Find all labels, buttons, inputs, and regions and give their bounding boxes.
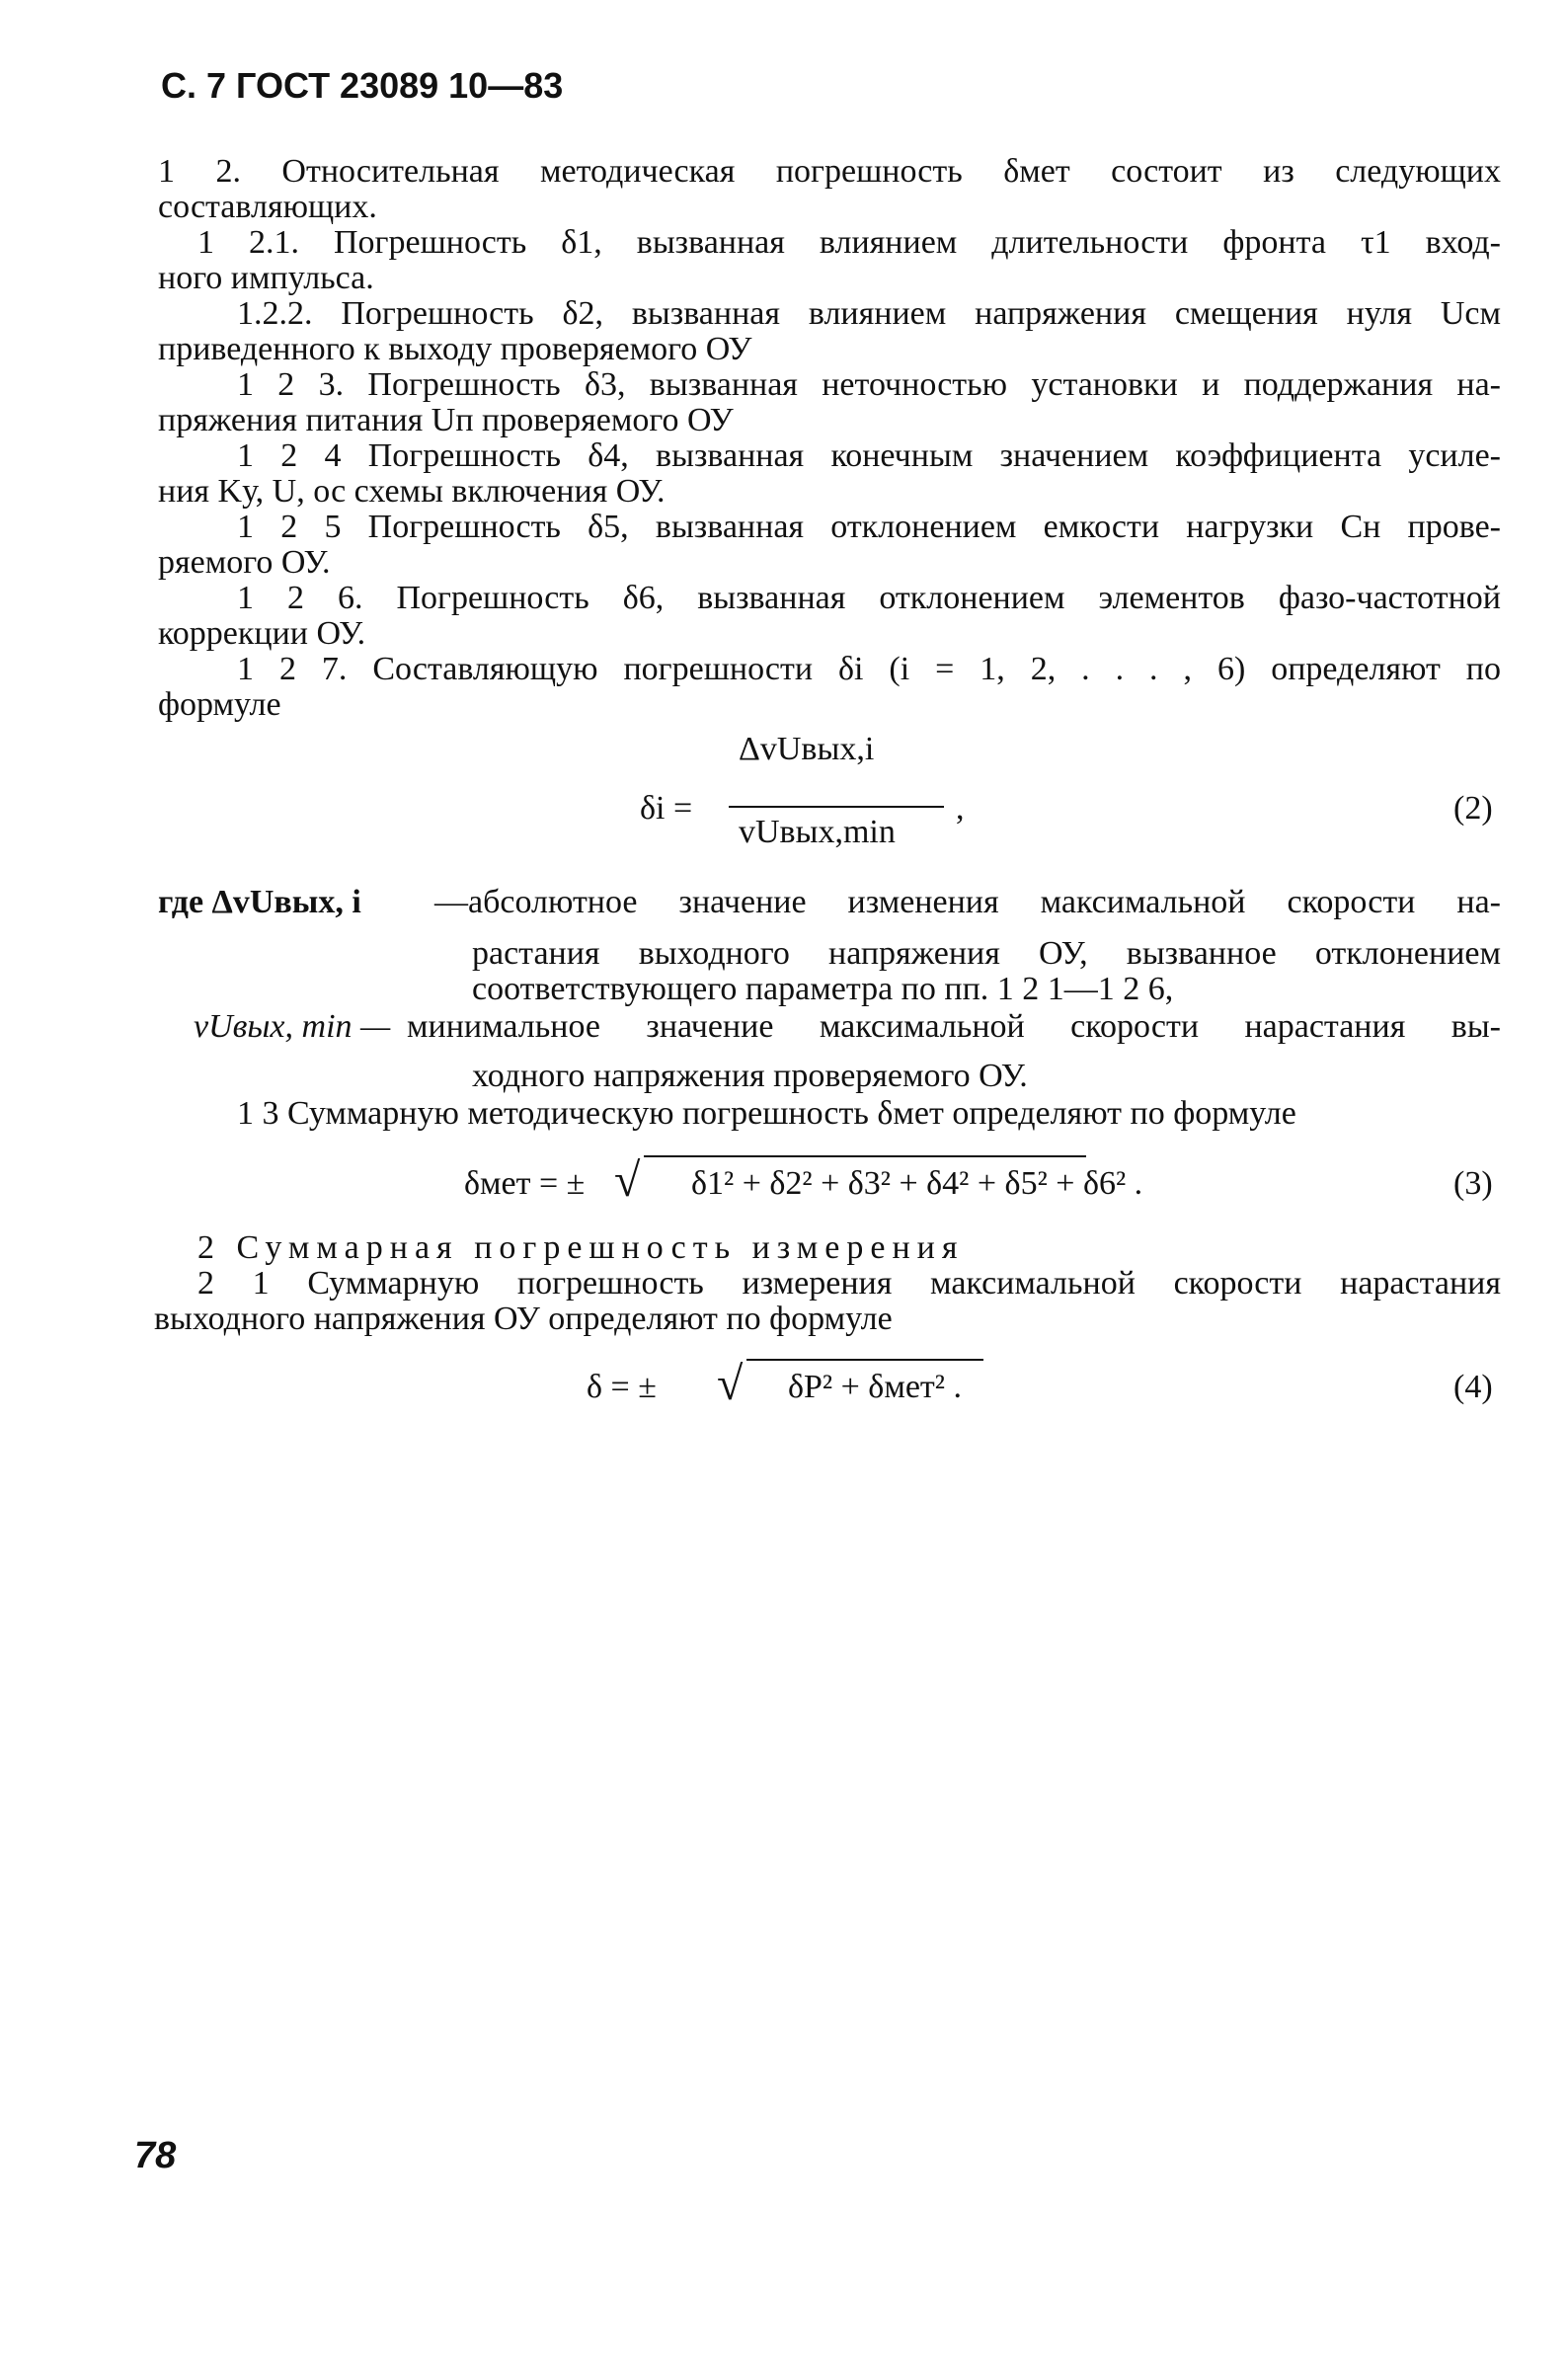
eq2-lhs: δi = [640,790,693,827]
sqrt-sign: √ [717,1358,744,1410]
text-line: ряемого ОУ. [158,544,331,581]
where-def-2: ходного напряжения проверяемого ОУ. [472,1058,1028,1094]
eq4-radicand: δP² + δмет² . [788,1369,962,1405]
page-header: С. 7 ГОСТ 23089 10—83 [161,65,564,106]
eq3-number: (3) [1453,1165,1493,1202]
where-def-1: растания выходного напряжения ОУ, вызванное отклонением [472,935,1501,972]
page-number: 78 [134,2135,177,2176]
eq4-lhs: δ = ± [587,1369,657,1405]
eq4-number: (4) [1453,1369,1493,1405]
eq3-lhs: δмет = ± [464,1165,586,1202]
where-def-1: соответствующего параметра по пп. 1 2 1—1 2 6, [472,971,1174,1007]
eq2-comma: , [956,790,965,827]
section-2-title: 2 Суммарная погрешность измерения [197,1229,965,1266]
fraction-bar [729,806,944,808]
text-line: 1 2 3. Погрешность δ3, вызванная неточностью установки и поддержания на- [237,366,1501,403]
text-line: коррекции ОУ. [158,615,366,652]
text-line: ния Kу, U, ос схемы включения ОУ. [158,473,666,510]
where-term-2: vUвых, min — [194,1008,391,1045]
sqrt-bar [746,1359,983,1361]
text-line: ного импульса. [158,260,374,296]
text-line: 1 2 6. Погрешность δ6, вызванная отклонением элементов фазо-частотной [237,580,1501,616]
text-line: 1 2. Относительная методическая погрешность δмет состоит из следующих [158,153,1501,190]
text-line: приведенного к выходу проверяемого ОУ [158,331,752,367]
where-def-1: —абсолютное значение изменения максимальной скорости на- [434,884,1501,920]
eq2-number: (2) [1453,790,1493,827]
text-line: формуле [158,686,281,723]
eq2-denominator: vUвых,min [739,814,896,850]
paragraph-1-3: 1 3 Суммарную методическую погрешность δмет определяют по формуле [237,1095,1296,1132]
paragraph-2-1: выходного напряжения ОУ определяют по формуле [154,1301,893,1337]
paragraph-2-1: 2 1 Суммарную погрешность измерения максимальной скорости нарастания [197,1265,1501,1302]
eq2-numerator: ΔvUвых,i [739,731,875,767]
text-line: 1 2 7. Составляющую погрешности δi (i = 1, 2, . . . , 6) определяют по [237,651,1501,687]
where-term-1: где ΔvUвых, i [158,884,361,920]
text-line: 1 2 5 Погрешность δ5, вызванная отклонением емкости нагрузки Cн прове- [237,509,1501,545]
text-line: 1.2.2. Погрешность δ2, вызванная влиянием напряжения смещения нуля Uсм [237,295,1501,332]
where-def-2: минимальное значение максимальной скорости нарастания вы- [407,1008,1501,1045]
text-line: составляющих. [158,189,377,225]
text-line: 1 2.1. Погрешность δ1, вызванная влиянием длительности фронта τ1 вход- [197,224,1501,261]
text-line: 1 2 4 Погрешность δ4, вызванная конечным значением коэффициента усиле- [237,437,1501,474]
eq3-radicand: δ1² + δ2² + δ3² + δ4² + δ5² + δ6² . [691,1165,1143,1202]
text-line: пряжения питания Uп проверяемого ОУ [158,402,734,438]
sqrt-bar [644,1155,1086,1157]
sqrt-sign: √ [614,1154,641,1207]
